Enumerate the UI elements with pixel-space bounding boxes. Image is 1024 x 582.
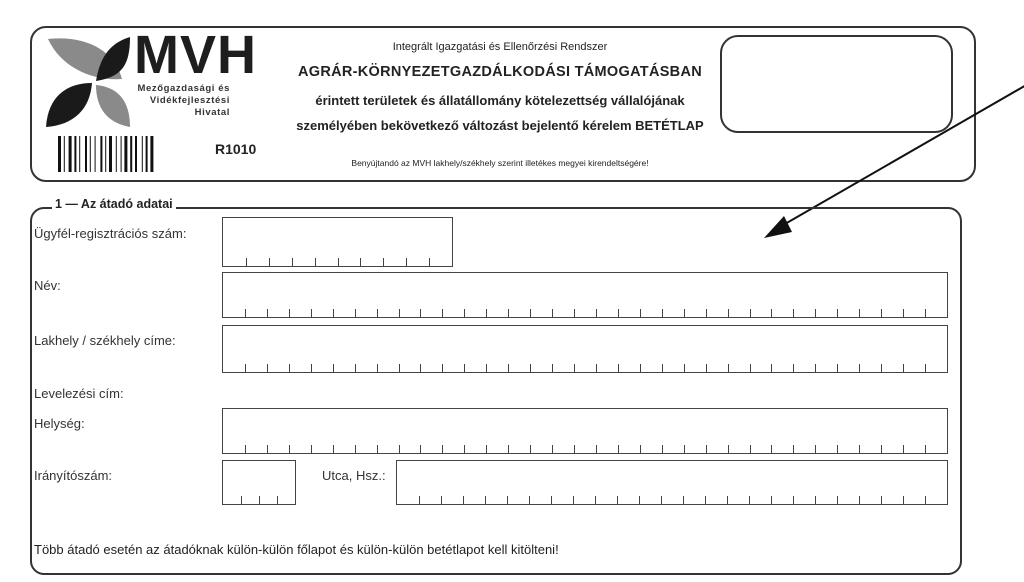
barcode-bar [105,136,106,172]
barcode-bar [64,136,65,172]
zip-code-field[interactable] [222,460,296,505]
barcode-bar [109,136,112,172]
barcode-bar [150,136,153,172]
logo-subtitle-line: Vidékfejlesztési [149,95,230,106]
street-label: Utca, Hsz.: [322,468,386,483]
form-code: R1010 [215,141,257,157]
address-label: Lakhely / székhely címe: [34,333,176,348]
barcode-bar [85,136,87,172]
barcode-icon [58,136,198,172]
logo-brand: MVH [134,25,257,85]
barcode-bar [100,136,102,172]
header-instruction: Benyújtandó az MVH lakhely/székhely szerint illetékes megyei kirendeltségére! [351,158,649,168]
section-title: 1 — Az átadó adatai [52,197,176,211]
barcode-bar [69,136,72,172]
header-system-name: Integrált Igazgatási és Ellenőrzési Rendszer [392,41,608,53]
zip-code-label: Irányítószám: [34,468,113,483]
mvh-logo-icon [44,35,134,131]
header-subtitle-1: érintett területek és állatállomány kötelezettség vállalójának [315,93,685,108]
section-transferor-box [30,207,962,575]
header-title: AGRÁR-KÖRNYEZETGAZDÁLKODÁSI TÁMOGATÁSBAN [297,64,703,80]
barcode-bar [121,136,122,172]
address-field[interactable] [222,325,948,373]
barcode-bar [79,136,80,172]
logo-subtitle-line: Hivatal [194,107,230,118]
street-field[interactable] [396,460,948,505]
registration-number-field[interactable] [222,217,453,267]
name-label: Név: [34,278,61,293]
character-comb [223,364,947,372]
logo-subtitle-line: Mezőgazdasági és [137,83,230,94]
multiple-transferor-note: Több átadó esetén az átadóknak külön-külön főlapot és külön-külön betétlapot kell kitölteni! [34,542,559,557]
logo-leaf-bottom-right [96,85,130,127]
barcode-bar [135,136,137,172]
barcode-bar [95,136,96,172]
character-comb [223,258,452,266]
character-comb [397,496,947,504]
character-comb [223,496,295,504]
registration-number-label: Ügyfél-regisztrációs szám: [34,226,187,241]
mailing-address-label: Levelezési cím: [34,386,124,401]
logo-leaf-bottom-left [46,83,92,127]
barcode-bar [90,136,91,172]
header-subtitle-2: személyében bekövetkező változást bejelentő kérelem BETÉTLAP [296,118,704,133]
barcode-bar [124,136,127,172]
barcode-bar [146,136,148,172]
city-field[interactable] [222,408,948,454]
barcode-bar [74,136,76,172]
logo-subtitle [132,83,230,119]
barcode-bar [130,136,132,172]
character-comb [223,445,947,453]
barcode-bar [142,136,143,172]
character-comb [223,309,947,317]
city-label: Helység: [34,416,85,431]
barcode-bar [116,136,117,172]
name-field[interactable] [222,272,948,318]
barcode-bar [58,136,61,172]
